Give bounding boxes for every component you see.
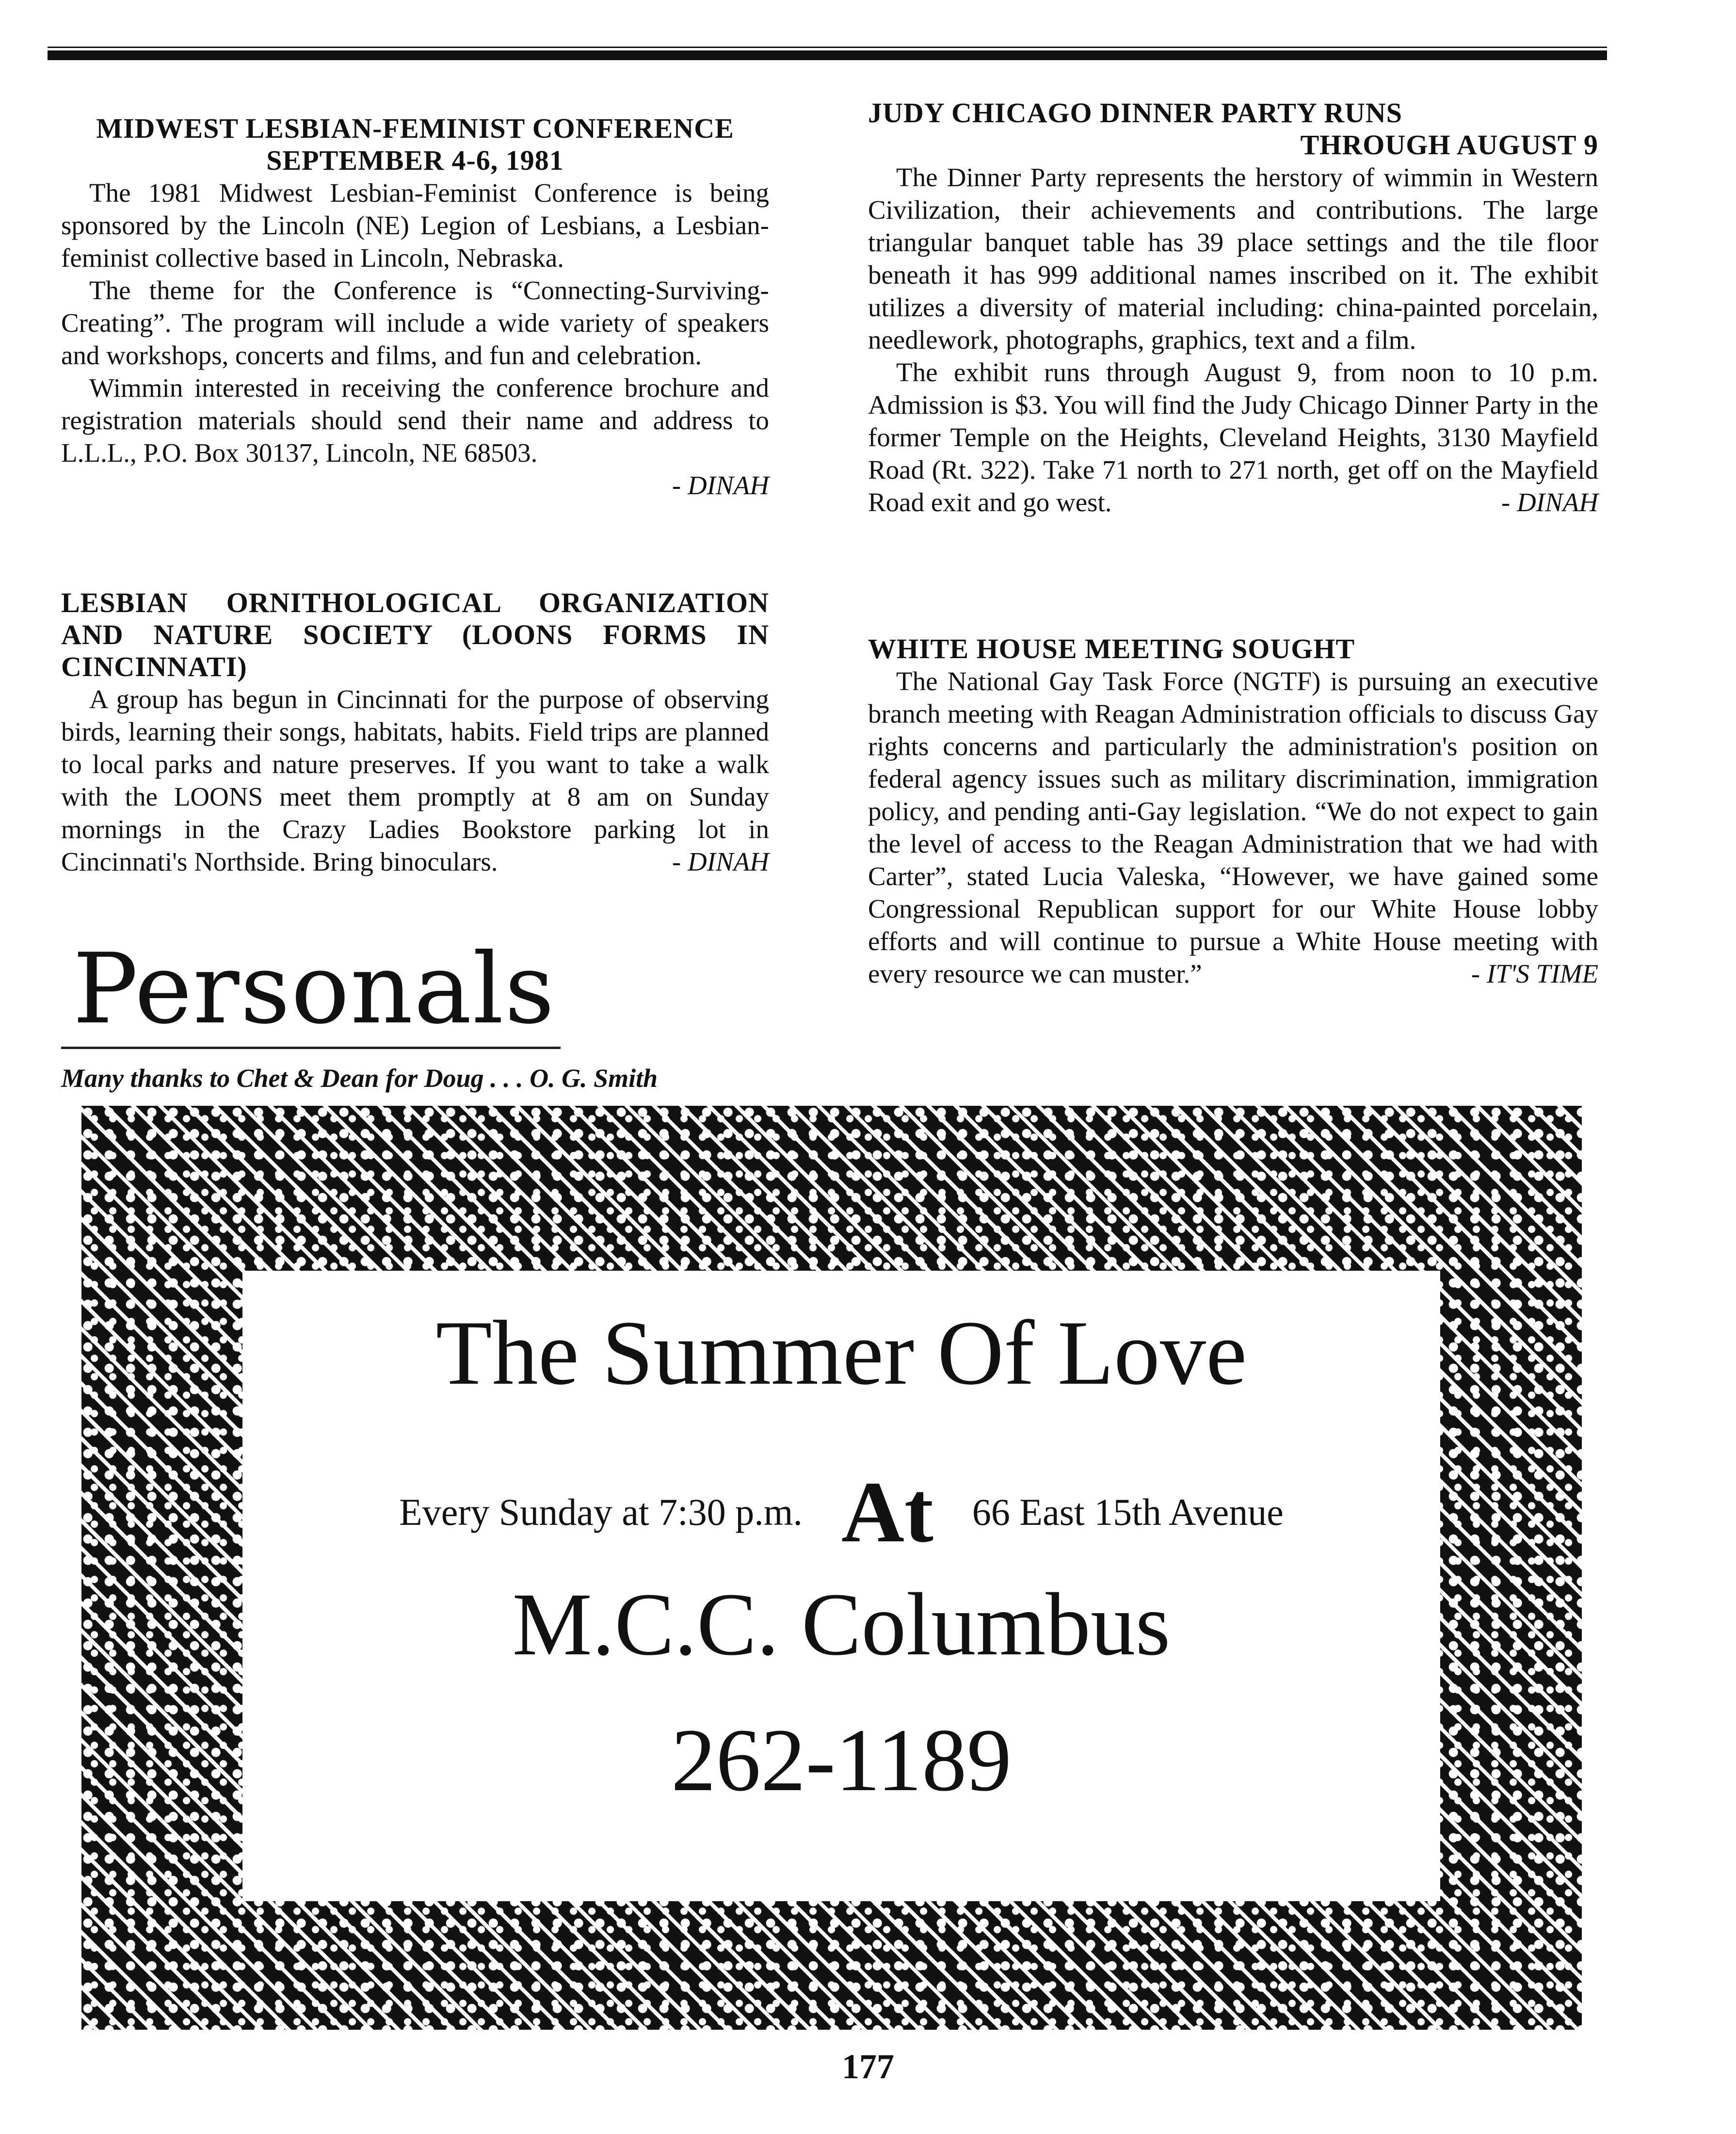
- ad-address: 66 East 15th Avenue: [972, 1491, 1284, 1534]
- article-paragraph: The theme for the Conference is “Connecting-Surviving-Creating”. The program will include a wide variety of speakers and workshops, concerts and films, and fun and celebration.: [61, 275, 769, 370]
- article-headline: LESBIAN ORNITHOLOGICAL ORGANIZATION AND NATURE SOCIETY (LOONS FORMS IN CINCINNATI): [61, 587, 769, 682]
- article-white-house: [868, 633, 1598, 990]
- ad-schedule-line: [242, 1464, 1440, 1561]
- top-rule: [48, 50, 1607, 60]
- article-headline: [868, 97, 1598, 161]
- headline-line: MIDWEST LESBIAN-FEMINIST CONFERENCE: [96, 113, 734, 144]
- article-paragraph: The National Gay Task Force (NGTF) is pursuing an executive branch meeting with Reagan Administration officials to discuss Gay rights concerns and particularly the administration's position on federal agency issues such as military discrimination, immigration policy, and pending anti-Gay legislation. “We do not expect to gain the level of access to the Reagan Administration that we had with Carter”, stated Lucia Valeska, “However, we have gained some Congressional Republican support for our White House lobby efforts and will continue to pursue a White House meeting with every resource we can muster.”: [868, 666, 1598, 988]
- article-headline: WHITE HOUSE MEETING SOUGHT: [868, 633, 1355, 664]
- ad-schedule: Every Sunday at 7:30 p.m.: [399, 1491, 803, 1534]
- ad-phone: 262-1189: [671, 1711, 1012, 1810]
- personals-title: Personals: [73, 933, 556, 1046]
- article-midwest-conference: [61, 113, 769, 501]
- article-signature: - DINAH: [672, 470, 769, 500]
- ad-title: The Summer Of Love: [435, 1302, 1247, 1404]
- article-paragraph: The exhibit runs through August 9, from noon to 10 p.m. Admission is $3. You will find the Judy Chicago Dinner Party in the former Temple on the Heights, Cleveland Heights, 3130 Mayfield Road (Rt. 322). Take 71 north to 271 north, get off on the Mayfield Road exit and go west.: [868, 357, 1598, 517]
- top-rule-thin: [48, 47, 1607, 48]
- headline-line: JUDY CHICAGO DINNER PARTY RUNS: [868, 97, 1403, 129]
- headline-line: THROUGH AUGUST 9: [1300, 129, 1598, 161]
- ad-church: M.C.C. Columbus: [512, 1575, 1171, 1674]
- ad-grapevine-border: [81, 1106, 1582, 2030]
- article-signature: - DINAH: [1501, 487, 1598, 517]
- ad-at: At: [841, 1464, 933, 1561]
- article-signature: - IT'S TIME: [1471, 959, 1598, 988]
- ad-panel: [242, 1271, 1440, 1901]
- article-headline: [61, 113, 769, 177]
- article-loons: [61, 587, 769, 878]
- article-dinner-party: [868, 97, 1598, 518]
- article-paragraph: The Dinner Party represents the herstory of wimmin in Western Civilization, their achievements and contributions. The large triangular banquet table has 39 place settings and the tile floor beneath it has 999 additional names inscribed on it. The exhibit utilizes a diversity of material including: china-painted porcelain, needlework, photographs, graphics, text and a film.: [868, 162, 1598, 355]
- article-paragraph: A group has begun in Cincinnati for the purpose of observing birds, learning their songs, habitats, habits. Field trips are planned to local parks and nature preserves. If you want to take a walk with the LOONS meet them promptly at 8 am on Sunday mornings in the Crazy Ladies Bookstore parking lot in Cincinnati's Northside. Bring binoculars.: [61, 684, 769, 876]
- personals-rule: [61, 1047, 561, 1049]
- article-paragraph: Wimmin interested in receiving the conference brochure and registration materials should send their name and address to L.L.L., P.O. Box 30137, Lincoln, NE 68503.: [61, 373, 769, 468]
- headline-line: SEPTEMBER 4-6, 1981: [266, 145, 564, 176]
- article-paragraph: The 1981 Midwest Lesbian-Feminist Conference is being sponsored by the Lincoln (NE) Legion of Lesbians, a Lesbian-feminist collective based in Lincoln, Nebraska.: [61, 178, 769, 273]
- article-signature: - DINAH: [672, 847, 769, 876]
- page-number: 177: [842, 2047, 894, 2086]
- personals-text: Many thanks to Chet & Dean for Doug . . . O. G. Smith: [61, 1064, 658, 1093]
